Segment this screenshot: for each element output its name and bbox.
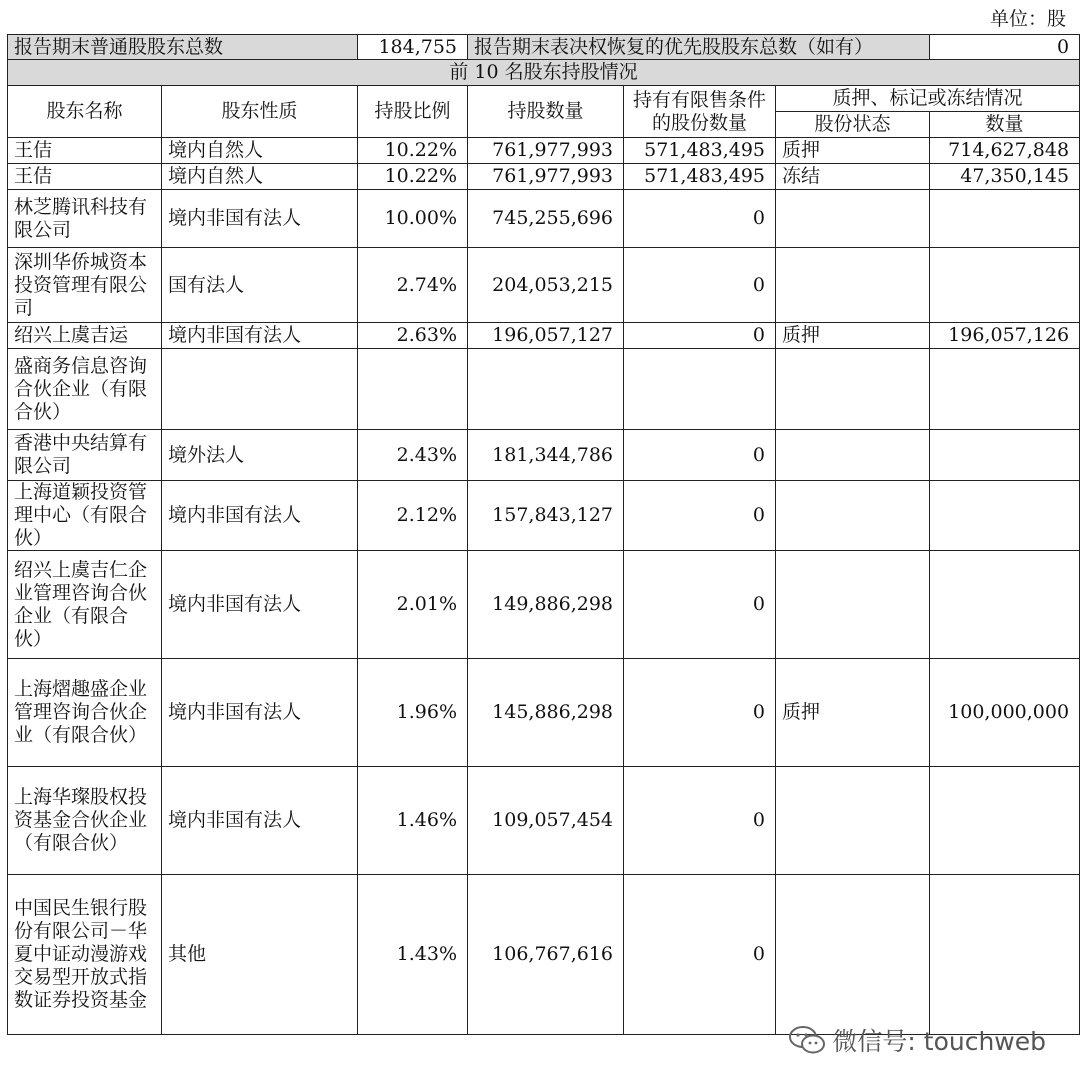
cell-ratio xyxy=(358,349,468,430)
table-body xyxy=(8,138,1080,1035)
cell-qty: 149,886,298 xyxy=(468,551,624,659)
cell-count xyxy=(930,481,1080,551)
table-row xyxy=(8,248,1080,323)
header-qty: 持股数量 xyxy=(468,86,624,138)
cell-status xyxy=(776,551,930,659)
cell-status: 冻结 xyxy=(776,164,930,190)
cell-name: 香港中央结算有限公司 xyxy=(8,430,162,481)
cell-ratio: 2.74% xyxy=(358,248,468,323)
cell-status xyxy=(776,875,930,1035)
cell-restricted: 0 xyxy=(624,767,776,875)
section-title: 前 10 名股东持股情况 xyxy=(8,60,1080,86)
cell-ratio: 2.63% xyxy=(358,323,468,349)
cell-nature: 其他 xyxy=(162,875,358,1035)
cell-count: 100,000,000 xyxy=(930,659,1080,767)
cell-ratio: 10.00% xyxy=(358,190,468,248)
cell-ratio: 1.43% xyxy=(358,875,468,1035)
table-row xyxy=(8,430,1080,481)
cell-nature: 境内非国有法人 xyxy=(162,481,358,551)
cell-name: 深圳华侨城资本投资管理有限公司 xyxy=(8,248,162,323)
cell-qty: 106,767,616 xyxy=(468,875,624,1035)
cell-status xyxy=(776,349,930,430)
cell-ratio: 1.46% xyxy=(358,767,468,875)
table-row xyxy=(8,875,1080,1035)
cell-count: 196,057,126 xyxy=(930,323,1080,349)
cell-count xyxy=(930,430,1080,481)
header-name: 股东名称 xyxy=(8,86,162,138)
cell-status: 质押 xyxy=(776,323,930,349)
cell-qty xyxy=(468,349,624,430)
table-row xyxy=(8,349,1080,430)
cell-restricted: 571,483,495 xyxy=(624,138,776,164)
header-ratio: 持股比例 xyxy=(358,86,468,138)
cell-nature: 境内非国有法人 xyxy=(162,551,358,659)
section-row xyxy=(8,60,1080,86)
cell-count xyxy=(930,875,1080,1035)
cell-count xyxy=(930,190,1080,248)
cell-name: 王佶 xyxy=(8,138,162,164)
cell-restricted: 0 xyxy=(624,551,776,659)
cell-status: 质押 xyxy=(776,138,930,164)
cell-count xyxy=(930,349,1080,430)
unit-label: 单位：股 xyxy=(989,8,1066,30)
cell-name: 盛商务信息咨询合伙企业（有限合伙） xyxy=(8,349,162,430)
cell-nature: 境内非国有法人 xyxy=(162,767,358,875)
watermark xyxy=(788,1022,1046,1058)
pref-holders-value: 0 xyxy=(930,35,1080,60)
table-row xyxy=(8,164,1080,190)
cell-status xyxy=(776,767,930,875)
cell-restricted: 0 xyxy=(624,481,776,551)
cell-nature: 境内非国有法人 xyxy=(162,323,358,349)
wechat-icon xyxy=(788,1025,826,1055)
cell-name: 中国民生银行股份有限公司－华夏中证动漫游戏交易型开放式指数证券投资基金 xyxy=(8,875,162,1035)
cell-qty: 181,344,786 xyxy=(468,430,624,481)
cell-nature: 境外法人 xyxy=(162,430,358,481)
cell-ratio: 10.22% xyxy=(358,138,468,164)
cell-count xyxy=(930,767,1080,875)
cell-count: 47,350,145 xyxy=(930,164,1080,190)
cell-count xyxy=(930,551,1080,659)
watermark-text: 微信号: touchweb xyxy=(832,1027,1046,1056)
table-row xyxy=(8,138,1080,164)
cell-name: 林芝腾讯科技有限公司 xyxy=(8,190,162,248)
cell-ratio: 2.01% xyxy=(358,551,468,659)
cell-restricted: 0 xyxy=(624,430,776,481)
cell-qty: 745,255,696 xyxy=(468,190,624,248)
cell-count: 714,627,848 xyxy=(930,138,1080,164)
cell-restricted: 571,483,495 xyxy=(624,164,776,190)
header-status: 股份状态 xyxy=(776,112,930,138)
cell-nature: 境内非国有法人 xyxy=(162,659,358,767)
table-row xyxy=(8,767,1080,875)
cell-name: 上海熠趣盛企业管理咨询合伙企业（有限合伙） xyxy=(8,659,162,767)
shareholder-table xyxy=(7,34,1080,1035)
table-row xyxy=(8,481,1080,551)
cell-name: 上海道颖投资管理中心（有限合伙） xyxy=(8,481,162,551)
cell-restricted xyxy=(624,349,776,430)
cell-nature xyxy=(162,349,358,430)
cell-ratio: 10.22% xyxy=(358,164,468,190)
table-row xyxy=(8,323,1080,349)
header-count: 数量 xyxy=(930,112,1080,138)
common-holders-value: 184,755 xyxy=(358,35,468,60)
cell-status: 质押 xyxy=(776,659,930,767)
cell-qty: 761,977,993 xyxy=(468,164,624,190)
cell-restricted: 0 xyxy=(624,248,776,323)
cell-name: 王佶 xyxy=(8,164,162,190)
cell-count xyxy=(930,248,1080,323)
cell-ratio: 2.43% xyxy=(358,430,468,481)
cell-restricted: 0 xyxy=(624,323,776,349)
cell-qty: 145,886,298 xyxy=(468,659,624,767)
cell-name: 上海华璨股权投资基金合伙企业（有限合伙） xyxy=(8,767,162,875)
cell-qty: 761,977,993 xyxy=(468,138,624,164)
cell-status xyxy=(776,430,930,481)
header-restricted: 持有有限售条件的股份数量 xyxy=(624,86,776,138)
cell-restricted: 0 xyxy=(624,875,776,1035)
cell-nature: 境内非国有法人 xyxy=(162,190,358,248)
cell-qty: 196,057,127 xyxy=(468,323,624,349)
cell-qty: 204,053,215 xyxy=(468,248,624,323)
pref-holders-label: 报告期末表决权恢复的优先股股东总数（如有） xyxy=(468,35,930,60)
cell-status xyxy=(776,481,930,551)
cell-restricted: 0 xyxy=(624,190,776,248)
cell-qty: 109,057,454 xyxy=(468,767,624,875)
common-holders-label: 报告期末普通股股东总数 xyxy=(8,35,358,60)
header-row-1 xyxy=(8,86,1080,112)
cell-nature: 国有法人 xyxy=(162,248,358,323)
table-row xyxy=(8,190,1080,248)
cell-status xyxy=(776,190,930,248)
cell-restricted: 0 xyxy=(624,659,776,767)
table-row xyxy=(8,659,1080,767)
cell-name: 绍兴上虞吉仁企业管理咨询合伙企业（有限合伙） xyxy=(8,551,162,659)
header-nature: 股东性质 xyxy=(162,86,358,138)
cell-name: 绍兴上虞吉运 xyxy=(8,323,162,349)
cell-status xyxy=(776,248,930,323)
summary-row xyxy=(8,35,1080,60)
header-pledge-group: 质押、标记或冻结情况 xyxy=(776,86,1080,112)
cell-ratio: 1.96% xyxy=(358,659,468,767)
cell-qty: 157,843,127 xyxy=(468,481,624,551)
cell-nature: 境内自然人 xyxy=(162,138,358,164)
table-row xyxy=(8,551,1080,659)
cell-nature: 境内自然人 xyxy=(162,164,358,190)
cell-ratio: 2.12% xyxy=(358,481,468,551)
